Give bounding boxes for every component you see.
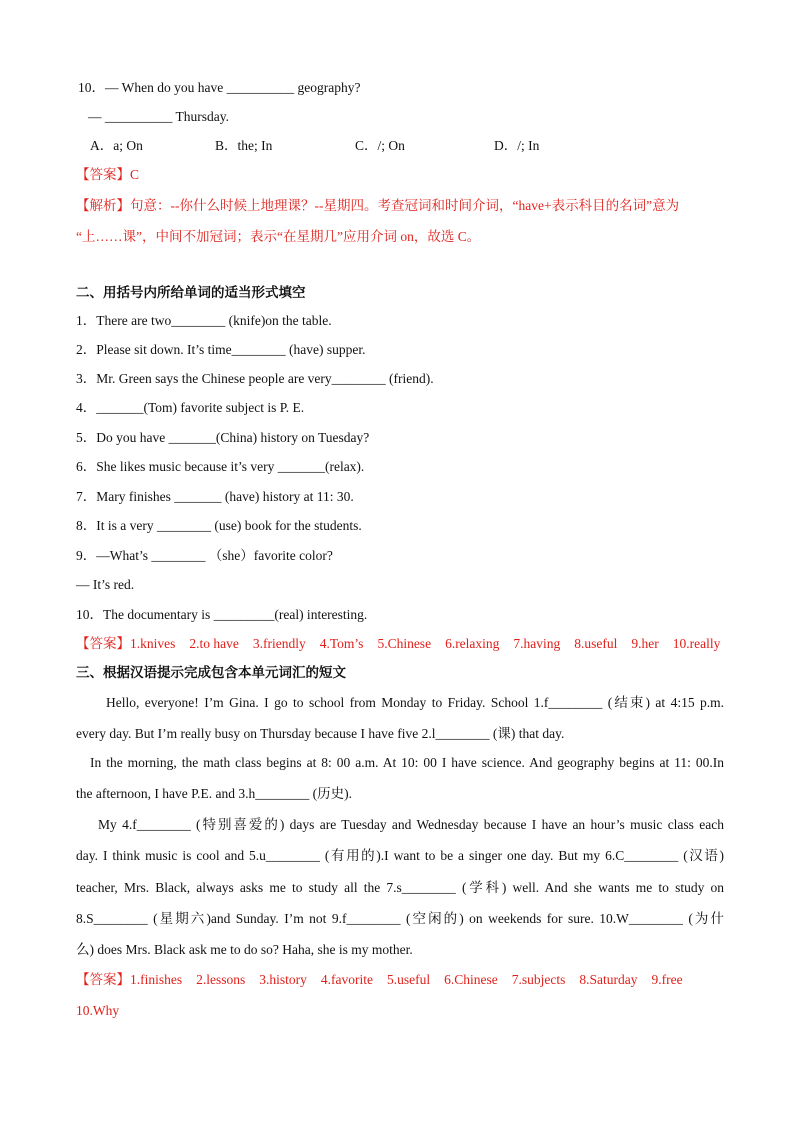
question-10-analysis-line-1: 【解析】句意：--你什么时候上地理课？--星期四。考查冠词和时间介词，“have+表示科目的名词”意为 (76, 198, 680, 213)
answer-item: 4.favorite (320, 972, 374, 987)
section-3-answers (76, 971, 683, 989)
answer-item: 6.relaxing (445, 636, 500, 651)
passage-line-9: 么) does Mrs. Black ask me to do so? Haha, she is my mother. (76, 942, 413, 957)
answer-item: 9.free (651, 972, 683, 987)
section-2-item-10: 10．The documentary is _________(real) interesting. (76, 607, 368, 622)
answer-item: 5.Chinese (377, 636, 432, 651)
answer-item: 3.history (259, 972, 307, 987)
answer-label: 【答案】 (76, 636, 130, 651)
answer-label: 【答案】 (76, 972, 130, 987)
answer-item: 7.having (513, 636, 561, 651)
section-3-heading: 三、根据汉语提示完成包含本单元词汇的短文 (76, 665, 346, 681)
passage-line-3: In the morning, the math class begins at 8: 00 a.m. At 10: 00 I have science. And geography begins at 11: 00.In (90, 755, 724, 770)
section-2-heading: 二、用括号内所给单词的适当形式填空 (76, 285, 306, 301)
section-2-item-9: 9．—What’s ________ （she）favorite color? (76, 548, 333, 563)
passage-line-7: teacher, Mrs. Black, always asks me to study all the 7.s________ (学科) well. And she wants me to study on (76, 880, 724, 895)
question-10-answer: 【答案】C (76, 167, 140, 182)
answer-item: 8.useful (574, 636, 618, 651)
passage-line-5: My 4.f________ (特别喜爱的) days are Tuesday and Wednesday because I have an hour’s music class each (98, 817, 724, 832)
section-2-item-6: 6．She likes music because it’s very _______(relax). (76, 459, 365, 474)
section-2-item-1: 1．There are two________ (knife)on the table. (76, 313, 332, 328)
option-d: D．/; In (494, 138, 540, 153)
answer-item: 6.Chinese (444, 972, 498, 987)
section-2-item-3: 3．Mr. Green says the Chinese people are very________ (friend). (76, 371, 434, 386)
passage-line-4: the afternoon, I have P.E. and 3.h________ (历史). (76, 786, 352, 801)
answer-item: 4.Tom’s (319, 636, 364, 651)
answer-item: 9.her (631, 636, 659, 651)
passage-line-1: Hello, everyone! I’m Gina. I go to school from Monday to Friday. School 1.f________ (结束) at 4:15 p.m. (106, 695, 724, 710)
answer-item: 2.to have (189, 636, 239, 651)
answer-item: 3.friendly (252, 636, 306, 651)
answer-item: 5.useful (387, 972, 431, 987)
section-2-item-8: 8．It is a very ________ (use) book for the students. (76, 518, 362, 533)
passage-line-2: every day. But I’m really busy on Thursday because I have five 2.l________ (课) that day. (76, 726, 565, 741)
question-10-line-1: 10．— When do you have __________ geography? (78, 80, 361, 95)
section-2-answers (76, 635, 720, 653)
section-3-answer-last: 10.Why (76, 1003, 120, 1018)
section-2-item-2: 2．Please sit down. It’s time________ (have) supper. (76, 342, 366, 357)
answer-item: 1.knives (130, 636, 176, 651)
section-2-item-4: 4．_______(Tom) favorite subject is P. E. (76, 400, 305, 415)
passage-line-6: day. I think music is cool and 5.u________ (有用的).I want to be a singer one day. But my 6.C________ (汉语) (76, 848, 724, 863)
option-c: C．/; On (355, 138, 405, 153)
answer-item: 10.really (672, 636, 721, 651)
section-2-item-7: 7．Mary finishes _______ (have) history at 11: 30. (76, 489, 354, 504)
answer-item: 2.lessons (196, 972, 246, 987)
section-2-item-5: 5．Do you have _______(China) history on Tuesday? (76, 430, 370, 445)
section-2-item-9-reply: — It’s red. (76, 577, 135, 592)
answer-item: 7.subjects (511, 972, 566, 987)
answer-item: 1.finishes (130, 972, 183, 987)
answer-item: 8.Saturday (579, 972, 638, 987)
passage-line-8: 8.S________ (星期六)and Sunday. I’m not 9.f________ (空闲的) on weekends for sure. 10.W________ (为什 (76, 911, 724, 926)
question-10-analysis-line-2: “上……课”，中间不加冠词；表示“在星期几”应用介词 on，故选 C。 (76, 229, 481, 244)
option-a: A．a; On (90, 138, 143, 153)
option-b: B．the; In (215, 138, 273, 153)
question-10-line-2: — __________ Thursday. (88, 109, 229, 124)
